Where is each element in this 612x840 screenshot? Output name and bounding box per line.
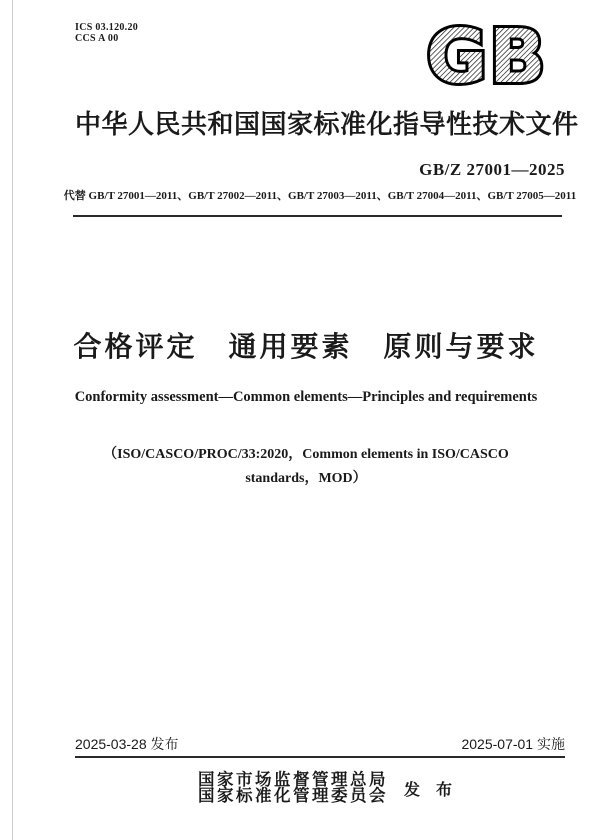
gb-logo-icon [420, 20, 554, 88]
publisher-block [198, 772, 452, 804]
ics-code: ICS 03.120.20 [75, 22, 139, 33]
iso-adoption-line1: （ISO/CASCO/PROC/33:2020，Common elements in ISO/CASCO [103, 447, 509, 462]
iso-adoption-line2: standards，MOD） [245, 471, 367, 486]
issuer-line2: 国家标准化管理委员会 [198, 786, 388, 805]
header-rule [73, 215, 562, 217]
dates-row [75, 735, 565, 753]
doc-type-title: 中华人民共和国国家标准化指导性技术文件 [75, 110, 579, 139]
classification-codes [75, 21, 138, 43]
gb-logo-text: GB [426, 20, 548, 88]
standard-title-chinese: 合格评定 通用要素 原则与要求 [73, 331, 539, 362]
issue-label: 发 布 [404, 781, 453, 799]
footer-rule [75, 756, 565, 758]
issuer-names [198, 772, 388, 804]
ccs-code: CCS A 00 [75, 33, 119, 44]
implementation-date: 2025-07-01 实施 [461, 736, 565, 752]
issue-date: 2025-03-28 发布 [75, 736, 179, 752]
issuer-line1: 国家市场监督管理总局 [198, 770, 388, 789]
standard-number: GB/Z 27001—2025 [419, 160, 565, 179]
page-edge-line [12, 0, 13, 840]
standard-title-english: Conformity assessment—Common elements—Principles and requirements [74, 389, 538, 405]
iso-adoption-note [45, 443, 567, 491]
replaces-note: 代替 GB/T 27001—2011、GB/T 27002—2011、GB/T 27003—2011、GB/T 27004—2011、GB/T 27005—2011 [63, 190, 577, 202]
